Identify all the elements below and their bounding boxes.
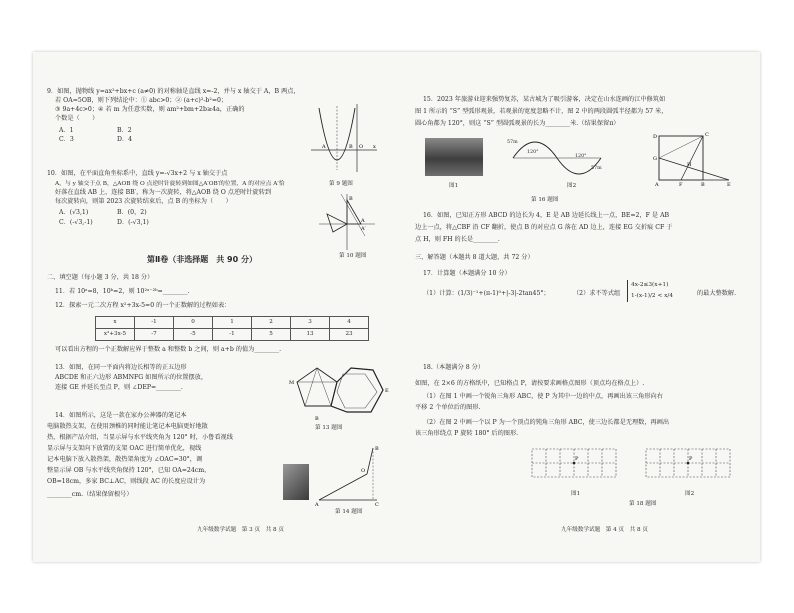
cell: -1	[213, 329, 252, 341]
q15-figure-2-label: 图2	[567, 183, 577, 189]
q15-radius-label-2: 57m	[591, 166, 602, 171]
q18-line5: 该三角形绕点 P 旋转 180° 后的图形.	[415, 430, 519, 437]
cell: 23	[330, 329, 369, 341]
svg-text:B: B	[315, 416, 319, 422]
cell: -5	[174, 329, 213, 341]
page-4-footer: 九年级数学试题 第 4 页 共 8 页	[561, 527, 648, 533]
svg-text:B: B	[375, 446, 379, 452]
svg-text:F: F	[679, 182, 683, 188]
q12-table	[95, 316, 369, 341]
q10-line1: 10．如图，在平面直角坐标系中，直线 y=-√3x+2 与 x 轴交于点	[47, 170, 228, 177]
q10-line2: A，与 y 轴交于点 B，△AOB 绕 O 点逆时针旋转到如图△A′OB′的位置，A 的对应点 A′恰	[55, 181, 285, 187]
q9-caption: 第 9 题图	[329, 181, 353, 187]
q12-table-row-value	[96, 329, 369, 341]
q9-line1: 9．如图，抛物线 y=ax²+bx+c (a≠0) 的对称轴是直线 x=-2，并与 x 轴交于 A，B 两点，	[47, 88, 300, 95]
q10-option-a: A．(√3,1)	[59, 209, 89, 216]
cell: 4	[330, 317, 369, 329]
q14-line8: ________cm.（结果保留根号）	[47, 491, 133, 498]
q18-figure-2-label: 图2	[685, 491, 695, 497]
q12-table-row-x	[96, 317, 369, 329]
q17-inequality-2: 1-(x-1)/2 < x/4	[631, 293, 674, 299]
cell: 13	[291, 329, 330, 341]
q9-option-a: A．1	[59, 127, 74, 134]
q10-line3: 好落在直线 AB 上，连接 BB′，称为一次旋转，将△AOB 绕 O 点逆时针旋转到	[55, 189, 272, 196]
q14-line5: 记本电脑下放入散热架，散热架角度为 ∠OAC=30°，调	[47, 456, 203, 463]
q9-line4: 个数是（ ）	[55, 115, 99, 122]
svg-text:x: x	[373, 144, 376, 150]
q18-line2: （1）在图 1 中画一个锐角三角形 ABC，使 P 为其中一边的中点，再画出该三角形向右	[423, 393, 663, 400]
q15-line1: 15．2023 年旅游业迎来强势复苏，某古城为了吸引游客，决定在山水连画的江中修筑如	[423, 96, 666, 103]
q15-s-curve-figure	[505, 132, 615, 182]
q18-line3: 平移 2 个单位后的图形.	[415, 404, 481, 411]
q15-figure-1-label: 图1	[449, 183, 459, 189]
cell: 0	[174, 317, 213, 329]
q13-polygon-figure	[289, 364, 389, 426]
svg-text:B: B	[701, 182, 705, 188]
svg-text:A: A	[315, 502, 319, 508]
q14-caption: 第 14 题图	[335, 509, 363, 515]
q10-line4: 每次旋转向，则第 2023 次旋转结束后，点 B 的坐标为（ ）	[55, 198, 232, 205]
q18-line4: （2）在图 2 中画一个以 P 为一个顶点的钝角三角形 ABC，使三边长都是无理数，再画出	[423, 419, 670, 426]
q13-line2: ABCDE 和正六边形 ABMNFG 如图所示的位置摆放，	[55, 374, 208, 381]
q18-line1: 如图，在 2×6 的方格纸中，已知格点 P，请按要求画格点图形（顶点均在格点上）.	[415, 380, 645, 387]
q9-option-b: B．2	[117, 127, 132, 134]
q18-grid-2	[645, 448, 735, 478]
q15-line2: 图 1 所示的 “S” 型弧形观景，若观景的宽度忽略不计，图 2 中的两段圆弧半径都为 57 米，	[415, 108, 668, 115]
q15-river-photo	[425, 138, 483, 176]
svg-text:P: P	[689, 456, 693, 462]
cell: -7	[135, 329, 174, 341]
q9-line2: 若 OA=5OB，则下列结论中：① abc>0；② (a+c)²-b²=0；	[55, 97, 228, 104]
svg-text:C: C	[705, 132, 709, 138]
q14-line3: 热，根据产品介绍，当显示屏与水平线夹角为 120° 时，小鲁看视线	[47, 434, 233, 441]
q10-caption: 第 10 题图	[339, 253, 367, 259]
page-3	[47, 52, 390, 562]
q9-parabola-figure	[309, 102, 379, 177]
svg-text:A: A	[361, 218, 365, 224]
page-4	[415, 52, 753, 562]
svg-text:C: C	[375, 502, 379, 508]
q14-line2: 电脑散热支架，在使用颈椎的同时能让笔记本电脑更好地散	[47, 423, 208, 430]
svg-text:E: E	[727, 182, 731, 188]
q17-part2-end: 的最大整数解.	[697, 290, 737, 297]
q13-caption: 第 13 题图	[315, 425, 343, 431]
q14-line6: 整显示屏 OB 与水平线夹角保持 120°，已知 OA=24cm，	[47, 467, 211, 474]
q16-line3: 点 H，则 FH 的长是________.	[415, 236, 500, 243]
svg-text:A: A	[655, 182, 659, 188]
q17-part2: （2）求不等式组	[573, 290, 621, 297]
q13-line1: 13．如图，在同一平面内将边长相等的正五边形	[55, 364, 187, 371]
q15-angle-label-1: 120°	[527, 150, 539, 155]
q12-question: 可以看出方程的一个正数解应界于整数 a 和整数 b 之间，则 a+b 的值为________.	[55, 346, 282, 353]
q17-part1: （1）计算：(1/3)⁻¹+(π-1)⁰+|-3|-2tan45°；	[423, 290, 550, 297]
q9-option-d: D．4	[117, 136, 133, 143]
q14-stand-figure	[315, 444, 385, 506]
q14-line7: OB=18cm，多家 BC⊥AC，则线段 AC 的长度应设计为	[47, 478, 206, 485]
svg-text:D: D	[653, 134, 658, 140]
q18-grid-1	[531, 448, 621, 478]
svg-text:B: B	[349, 196, 353, 202]
exam-sheet	[33, 52, 760, 562]
svg-text:B: B	[349, 144, 353, 150]
q17-title: 17．计算题（本题满分 10 分）	[423, 270, 511, 277]
q10-option-c: C．(-√3,-1)	[59, 219, 93, 226]
q9-line3: ③ 9a+4c>0；④ 若 m 为任意实数，则 am²+bm+2b≥4a，正确的	[55, 106, 245, 113]
q10-option-d: D．(-√3,1)	[117, 219, 149, 226]
q16-line1: 16．如图，已知正方形 ABCD 的边长为 4，E 是 AB 边延长线上一点，BE=2，F 是 AB	[423, 212, 670, 219]
q14-line4: 显示屏与支架向下放置的支架 OAC 进行简单优化，视线	[47, 445, 202, 452]
q16-square-figure	[653, 130, 737, 188]
cell: x	[96, 317, 135, 329]
q15-radius-label-1: 57m	[507, 140, 518, 145]
q11: 11．若 10ᵃ=8，10ᵇ=2，则 10²ᵃ⁻²ᵇ=________.	[55, 288, 190, 295]
cell: 5	[252, 329, 291, 341]
svg-text:O: O	[361, 468, 366, 474]
laptop-stand-photo	[283, 464, 309, 500]
svg-text:P: P	[575, 456, 579, 462]
q17-inequality-system	[627, 280, 673, 302]
q15-line3: 圆心角都为 120°，则这 “S” 型圆弧观景的长为________米.（结果保留π）	[415, 120, 620, 127]
cell: -1	[135, 317, 174, 329]
q18-figure-1-label: 图1	[571, 491, 581, 497]
svg-text:A: A	[322, 144, 326, 150]
page-3-footer: 九年级数学试题 第 3 页 共 8 页	[197, 527, 284, 533]
q15-angle-label-2: 120°	[575, 154, 587, 159]
q12: 12．探索一元二次方程 x²+3x-5=0 的一个正数解的过程如表：	[55, 302, 231, 309]
svg-text:O: O	[359, 144, 364, 150]
q10-rotation-figure	[317, 192, 377, 252]
svg-text:H: H	[687, 162, 692, 168]
svg-text:M: M	[289, 380, 295, 386]
q14-line1: 14．如图所示，这是一款在家办公神器的笔记本	[55, 412, 187, 419]
svg-text:G: G	[653, 156, 657, 162]
q10-option-b: B．(0，2)	[117, 209, 147, 216]
cell: 2	[252, 317, 291, 329]
q16-caption: 第 16 题图	[531, 197, 559, 203]
q13-line3: 连接 GE 并延长至点 P，则 ∠DEP=________.	[55, 384, 183, 391]
q18-caption: 第 18 题图	[629, 501, 657, 507]
q16-line2: 边上一点，将△CBF 沿 CF 翻折，使点 B 的对应点 G 落在 AD 边上，连接 EG 交折痕 CF 于	[415, 224, 673, 231]
q17-inequality-1: 4x-2≤3(x+1)	[631, 282, 669, 288]
part-2-heading: 第Ⅱ卷（非选择题 共 90 分）	[147, 255, 257, 264]
cell: 1	[213, 317, 252, 329]
cell: x²+3x-5	[96, 329, 135, 341]
q18-title: 18.（本题满分 8 分）	[423, 364, 485, 371]
svg-text:A′: A′	[361, 226, 366, 232]
section-2-heading: 二、填空题（每小题 3 分，共 18 分）	[47, 274, 154, 281]
cell: 3	[291, 317, 330, 329]
q9-option-c: C．3	[59, 136, 74, 143]
section-3-heading: 三、解答题（本题共 8 道大题，共 72 分）	[415, 254, 534, 261]
svg-text:E: E	[385, 388, 389, 394]
